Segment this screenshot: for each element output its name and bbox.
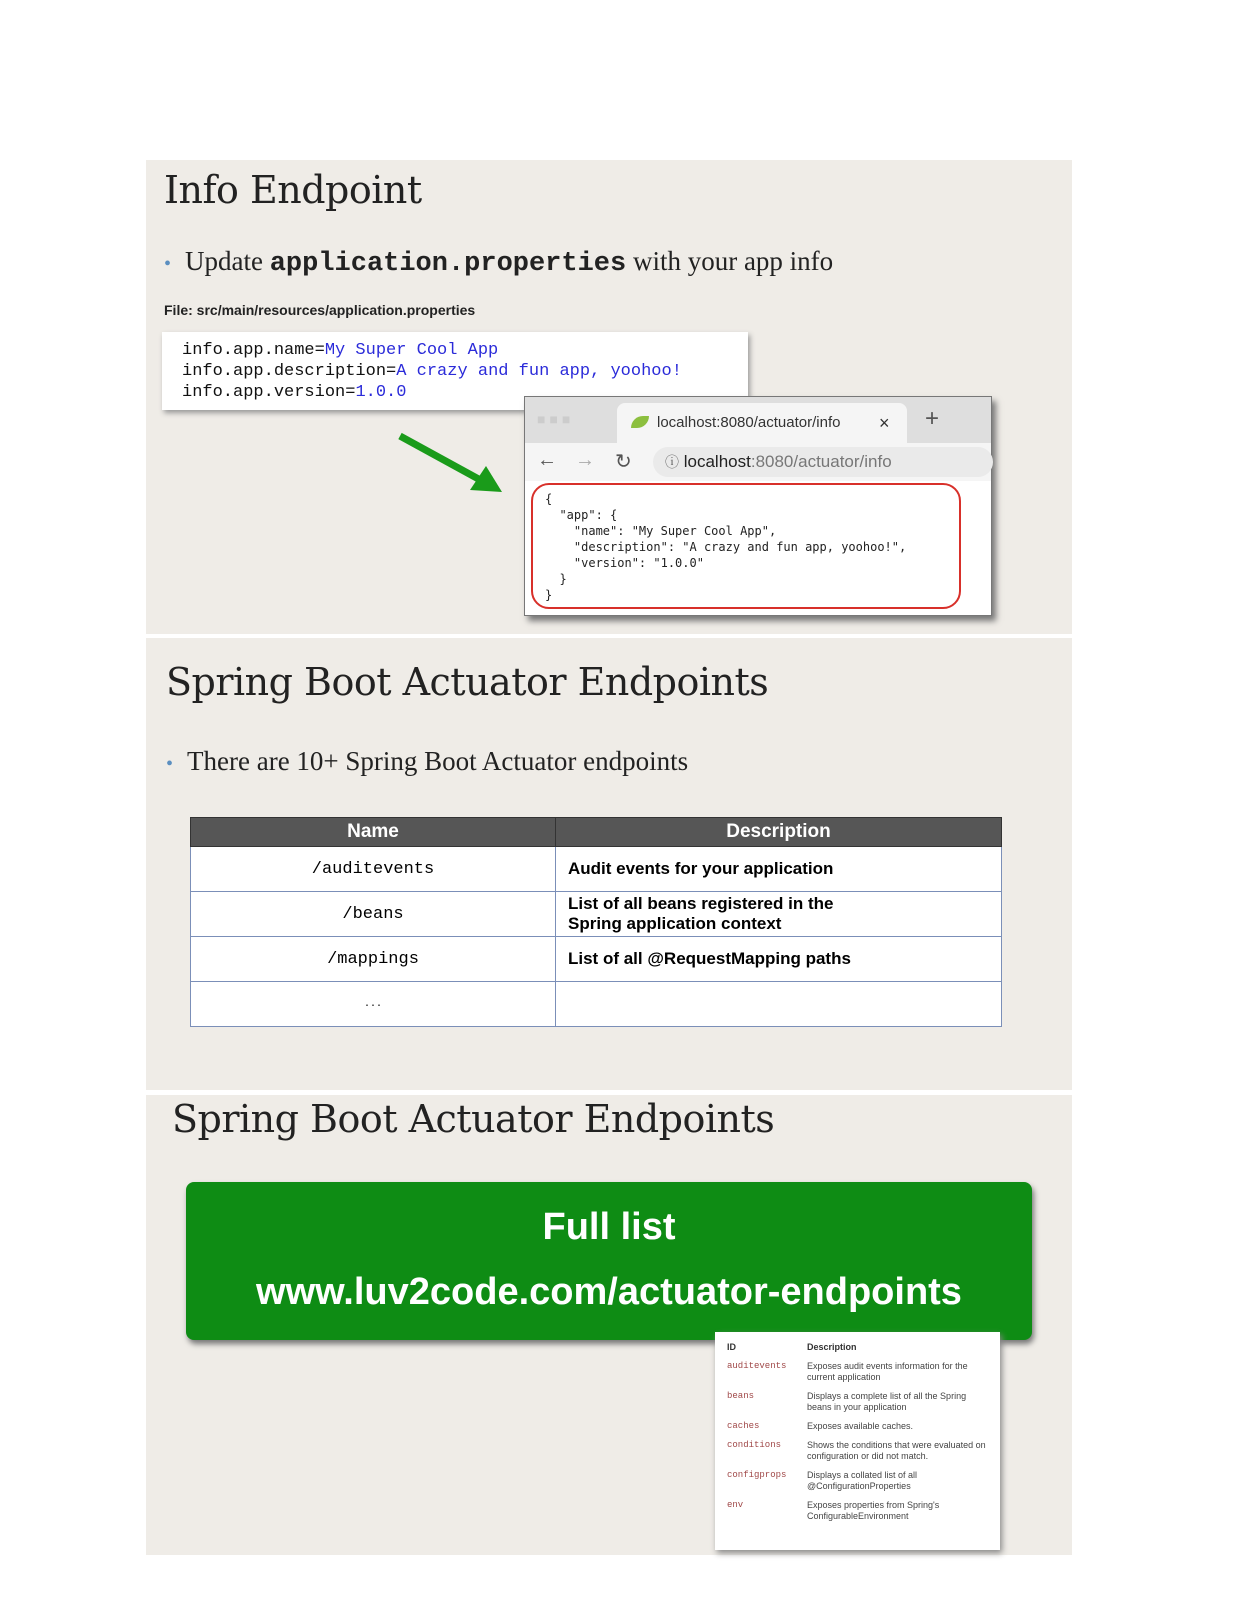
arrow-icon xyxy=(396,430,508,500)
browser-window xyxy=(524,396,992,616)
bullet: • Update application.properties with your app info xyxy=(164,246,834,279)
spring-leaf-icon xyxy=(631,416,649,428)
endpoints-table xyxy=(190,817,1002,1027)
slide-title: Info Endpoint xyxy=(164,168,422,212)
table-row: /beans List of all beans registered in the Spring application context xyxy=(191,892,1002,937)
reload-icon[interactable]: ↻ xyxy=(615,451,632,473)
slide-title: Spring Boot Actuator Endpoints xyxy=(166,660,769,704)
slide-title: Spring Boot Actuator Endpoints xyxy=(172,1097,775,1141)
mini-row: auditevents Exposes audit events information for the current application xyxy=(727,1361,968,1382)
forward-icon[interactable]: → xyxy=(575,449,595,471)
mini-header: ID Description xyxy=(727,1342,857,1352)
bullet: • There are 10+ Spring Boot Actuator endpoints xyxy=(166,746,689,776)
browser-tab[interactable]: localhost:8080/actuator/info × xyxy=(617,403,907,443)
column-header: Description xyxy=(556,818,1002,847)
slide-actuator-endpoints xyxy=(146,638,1072,1090)
close-tab-icon[interactable]: × xyxy=(879,413,890,433)
slide-full-list xyxy=(146,1095,1072,1555)
slide-info-endpoint xyxy=(146,160,1072,634)
back-icon[interactable]: ← xyxy=(537,449,557,471)
window-controls-icon[interactable]: ■■■ xyxy=(537,411,575,427)
column-header: Name xyxy=(191,818,556,847)
endpoint-reference-screenshot xyxy=(715,1332,1000,1550)
file-label: File: src/main/resources/application.properties xyxy=(164,302,476,318)
table-row: ... xyxy=(191,982,1002,1027)
mini-row: configprops Displays a collated list of all @ConfigurationProperties xyxy=(727,1470,918,1491)
mini-row: caches Exposes available caches. xyxy=(727,1421,914,1431)
table-row: /auditevents Audit events for your application xyxy=(191,847,1002,892)
full-list-link[interactable]: www.luv2code.com/actuator-endpoints xyxy=(256,1271,962,1313)
address-bar[interactable]: ⓘ localhost:8080/actuator/info xyxy=(653,447,993,477)
mini-row: conditions Shows the conditions that were evaluated on configuration or did not match. xyxy=(727,1440,986,1461)
mini-row: env Exposes properties from Spring's ConfigurableEnvironment xyxy=(727,1500,940,1521)
table-row: /mappings List of all @RequestMapping paths xyxy=(191,937,1002,982)
json-response: { "app": { "name": "My Super Cool App", "description": "A crazy and fun app, yoohoo!", "version": "1.0.0" } } xyxy=(531,483,961,609)
info-icon: ⓘ xyxy=(665,454,679,470)
mini-row: beans Displays a complete list of all the Spring beans in your application xyxy=(727,1391,967,1412)
new-tab-icon[interactable]: + xyxy=(925,405,940,432)
code-block: info.app.name=My Super Cool App info.app.description=A crazy and fun app, yoohoo! info.app.version=1.0.0 xyxy=(162,332,748,410)
full-list-banner: Full list www.luv2code.com/actuator-endpoints xyxy=(186,1182,1032,1340)
